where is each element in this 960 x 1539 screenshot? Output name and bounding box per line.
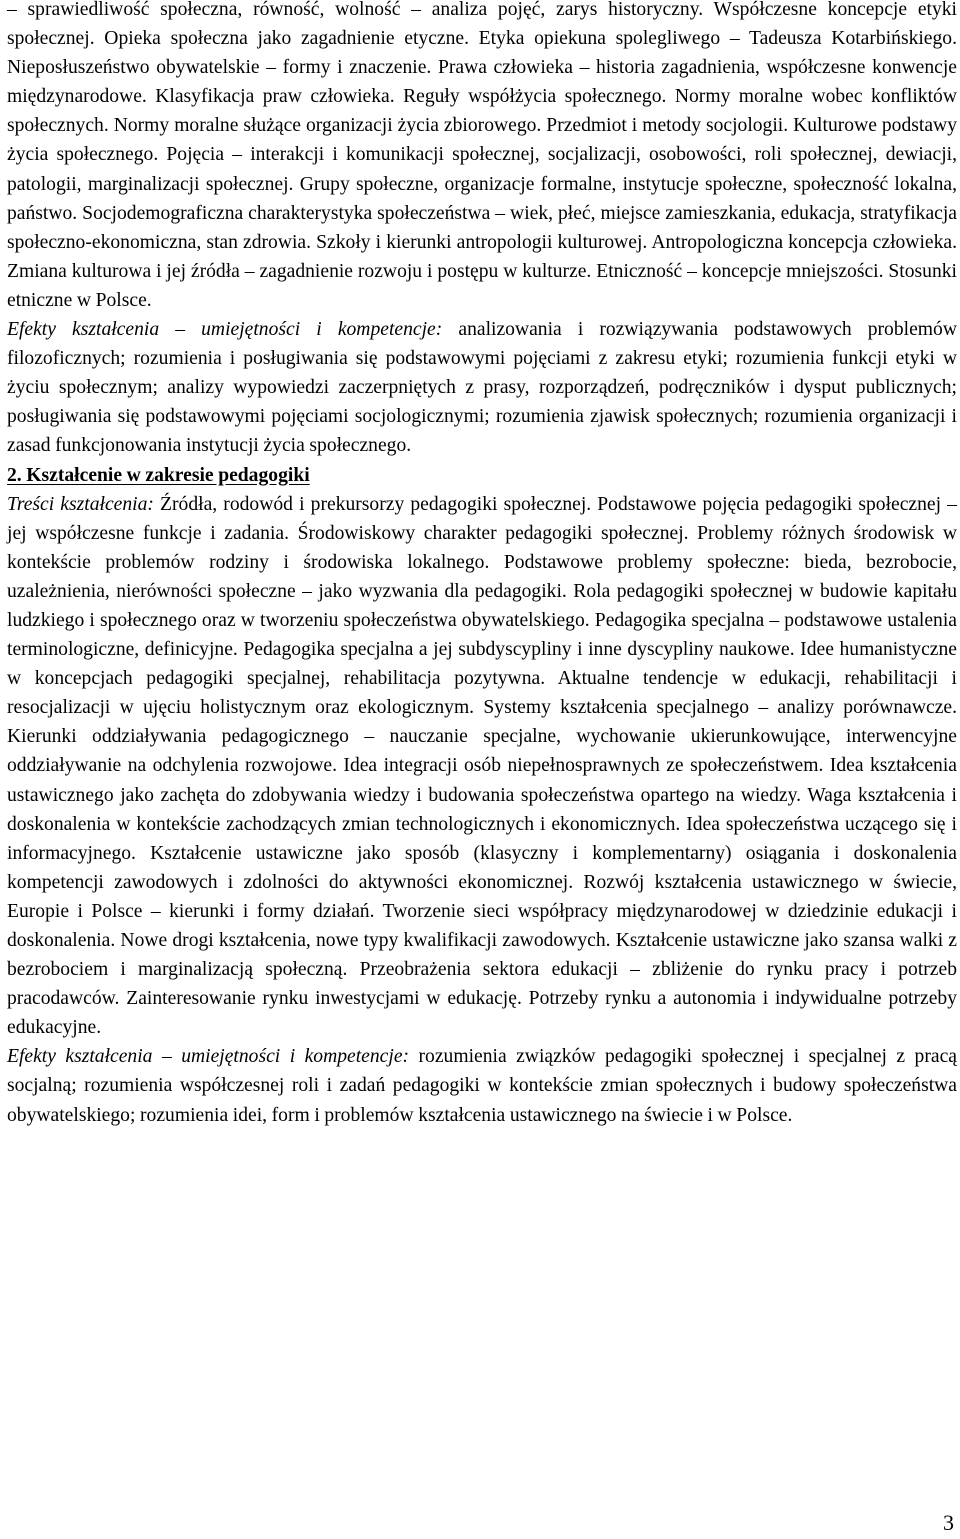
document-page: [7, 0, 957, 1130]
section1-outcomes-label: Efekty kształcenia – umiejętności i kompetencje:: [7, 319, 443, 341]
section1-learning-outcomes: [7, 315, 957, 460]
section2-content-label: Treści kształcenia:: [7, 493, 154, 515]
section2-content: [7, 490, 957, 1043]
section2-content-text: Źródła, rodowód i prekursorzy pedagogiki społecznej. Podstawowe pojęcia pedagogiki społecznej – jej współczesne funkcje i zadania. Środowiskowy charakter pedagogiki społecznej. Problemy różnych środowisk w kontekście problemów rodziny i środowiska lokalnego. Podstawowe problemy społeczne: bieda, bezrobocie, uzależnienia, nierówności społeczne – jako wyzwania dla pedagogiki. Rola pedagogiki społecznej w budowie kapitału ludzkiego i społecznego oraz w tworzeniu społeczeństwa obywatelskiego. Pedagogika specjalna – podstawowe ustalenia terminologiczne, definicyjne. Pedagogika specjalna a jej subdyscypliny i inne dyscypliny naukowe. Idee humanistyczne w koncepcjach pedagogiki specjalnej, rehabilitacja pozytywna. Aktualne tendencje w edukacji, rehabilitacji i resocjalizacji w ujęciu holistycznym oraz ekologicznym. Systemy kształcenia specjalnego – analizy porównawcze. Kierunki oddziaływania pedagogicznego – nauczanie specjalne, wychowanie ukierunkowujące, interwencyjne oddziaływanie na odchylenia rozwojowe. Idea integracji osób niepełnosprawnych ze społeczeństwem. Idea kształcenia ustawicznego jako zachęta do zdobywania wiedzy i budowania społeczeństwa opartego na wiedzy. Waga kształcenia i doskonalenia w kontekście zachodzących zmian technologicznych i ekonomicznych. Idea społeczeństwa uczącego się i informacyjnego. Kształcenie ustawiczne jako sposób (klasyczny i komplementarny) osiągania i doskonalenia kompetencji zawodowych i zdolności do aktywności ekonomicznej. Rozwój kształcenia ustawicznego w świecie, Europie i Polsce – kierunki i formy działań. Tworzenie sieci współpracy międzynarodowej w dziedzinie edukacji i doskonalenia. Nowe drogi kształcenia, nowe typy kwalifikacji zawodowych. Kształcenie ustawiczne jako szansa walki z bezrobociem i marginalizacją społeczną. Przeobrażenia sektora edukacji – zbliżenie do rynku pracy i potrzeb pracodawców. Zainteresowanie rynku inwestycjami w edukację. Potrzeby rynku a autonomia i indywidualne potrzeby edukacyjne.: [7, 493, 957, 1039]
section2-heading: 2. Kształcenie w zakresie pedagogiki: [7, 464, 310, 486]
section2-heading-line: [7, 461, 957, 490]
section2-learning-outcomes: [7, 1042, 957, 1129]
section1-content-continuation: – sprawiedliwość społeczna, równość, wolność – analiza pojęć, zarys historyczny. Współczesne koncepcje etyki społecznej. Opieka społeczna jako zagadnienie etyczne. Etyka opiekuna spolegliwego – Tadeusza Kotarbińskiego. Nieposłuszeństwo obywatelskie – formy i znaczenie. Prawa człowieka – historia zagadnienia, współczesne konwencje międzynarodowe. Klasyfikacja praw człowieka. Reguły współżycia społecznego. Normy moralne wobec konfliktów społecznych. Normy moralne służące organizacji życia zbiorowego. Przedmiot i metody socjologii. Kulturowe podstawy życia społecznego. Pojęcia – interakcji i komunikacji społecznej, socjalizacji, osobowości, roli społecznej, dewiacji, patologii, marginalizacji społecznej. Grupy społeczne, organizacje formalne, instytucje społeczne, społeczność lokalna, państwo. Socjodemograficzna charakterystyka społeczeństwa – wiek, płeć, miejsce zamieszkania, edukacja, stratyfikacja społeczno-ekonomiczna, stan zdrowia. Szkoły i kierunki antropologii kulturowej. Antropologiczna koncepcja człowieka. Zmiana kulturowa i jej źródła – zagadnienie rozwoju i postępu w kulturze. Etniczność – koncepcje mniejszości. Stosunki etniczne w Polsce.: [7, 0, 957, 311]
section1-outcomes-text: analizowania i rozwiązywania podstawowych problemów filozoficznych; rozumienia i posługiwania się podstawowymi pojęciami z zakresu etyki; rozumienia funkcji etyki w życiu społecznym; analizy wypowiedzi zaczerpniętych z prasy, rozporządzeń, podręczników i dysput publicznych; posługiwania się podstawowymi pojęciami socjologicznymi; rozumienia zjawisk społecznych; rozumienia organizacji i zasad funkcjonowania instytucji życia społecznego.: [7, 319, 957, 457]
section2-outcomes-text: rozumienia związków pedagogiki społecznej i specjalnej z pracą socjalną; rozumienia współczesnej roli i zadań pedagogiki w kontekście zmian społecznych i budowy społeczeństwa obywatelskiego; rozumienia idei, form i problemów kształcenia ustawicznego na świecie i w Polsce.: [7, 1046, 957, 1126]
page-number: 3: [943, 1510, 954, 1535]
section2-outcomes-label: Efekty kształcenia – umiejętności i kompetencje:: [7, 1046, 410, 1068]
